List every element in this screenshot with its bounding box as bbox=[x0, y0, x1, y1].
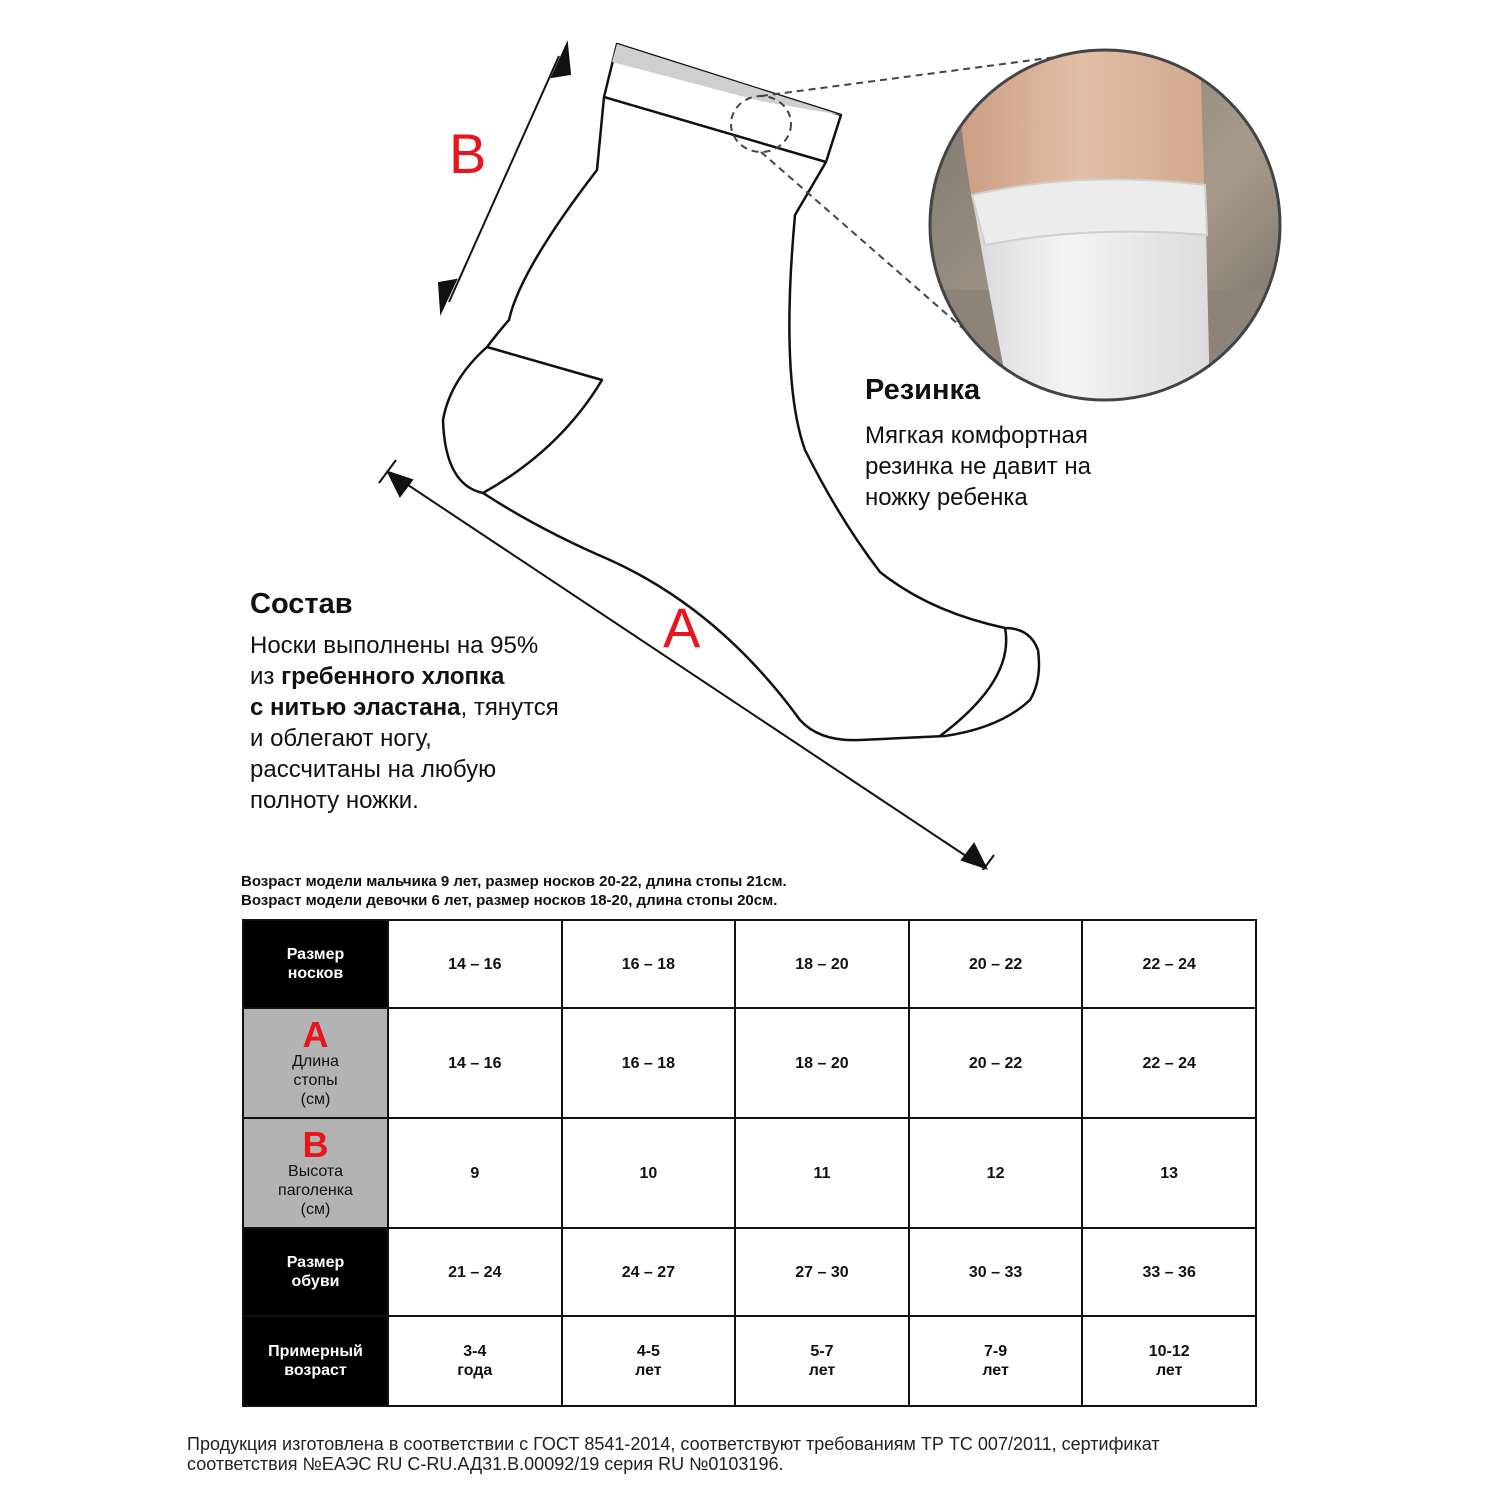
composition-description bbox=[250, 630, 559, 816]
dimension-b-letter: B bbox=[449, 122, 487, 185]
table-cell: 10 bbox=[562, 1118, 736, 1228]
model-note-boy: Возраст модели мальчика 9 лет, размер носков 20-22, длина стопы 21см. bbox=[241, 873, 787, 890]
size-table bbox=[242, 919, 1257, 1407]
table-row bbox=[243, 1118, 1256, 1228]
row-header bbox=[243, 1316, 388, 1406]
dimension-a-letter: A bbox=[663, 596, 701, 659]
table-row bbox=[243, 1316, 1256, 1406]
row-header-label: Высота паголенка (см) bbox=[278, 1162, 353, 1218]
table-cell: 3-4 года bbox=[388, 1316, 562, 1406]
table-cell: 16 – 18 bbox=[562, 1008, 736, 1118]
table-cell: 16 – 18 bbox=[562, 920, 736, 1008]
table-cell: 5-7 лет bbox=[735, 1316, 909, 1406]
table-cell: 7-9 лет bbox=[909, 1316, 1083, 1406]
table-cell: 14 – 16 bbox=[388, 1008, 562, 1118]
row-header-label: Размер носков bbox=[286, 946, 345, 982]
sock-toe-line bbox=[940, 628, 1006, 736]
composition-line: Носки выполнены на 95% bbox=[250, 632, 539, 659]
table-cell: 22 – 24 bbox=[1082, 920, 1256, 1008]
table-cell: 4-5 лет bbox=[562, 1316, 736, 1406]
composition-line: с нитью эластана, тянутся bbox=[250, 694, 559, 721]
table-cell: 14 – 16 bbox=[388, 920, 562, 1008]
table-cell: 27 – 30 bbox=[735, 1228, 909, 1316]
table-cell: 20 – 22 bbox=[909, 920, 1083, 1008]
table-cell: 13 bbox=[1082, 1118, 1256, 1228]
composition-line: и облегают ногу, bbox=[250, 725, 432, 752]
table-cell: 24 – 27 bbox=[562, 1228, 736, 1316]
cuff-description bbox=[865, 420, 1091, 513]
cuff-line: ножку ребенка bbox=[865, 484, 1028, 511]
model-note-girl: Возраст модели девочки 6 лет, размер носков 18-20, длина стопы 20см. bbox=[241, 892, 778, 909]
certification-footer: Продукция изготовлена в соответствии с ГОСТ 8541-2014, соответствуют требованиям ТР ТС 007/2011, сертификат соответствия №ЕАЭС RU C-RU.АД31.В.00092/19 серия RU №0103196. bbox=[187, 1434, 1160, 1474]
table-cell: 18 – 20 bbox=[735, 1008, 909, 1118]
cuff-line: Мягкая комфортная bbox=[865, 422, 1088, 449]
cuff-line: резинка не давит на bbox=[865, 453, 1091, 480]
sock-heel-line bbox=[483, 347, 602, 493]
table-cell: 12 bbox=[909, 1118, 1083, 1228]
composition-line: рассчитаны на любую bbox=[250, 756, 497, 783]
row-header-label: Длина стопы (см) bbox=[292, 1052, 339, 1108]
table-row bbox=[243, 920, 1256, 1008]
table-cell: 18 – 20 bbox=[735, 920, 909, 1008]
table-cell: 10-12 лет bbox=[1082, 1316, 1256, 1406]
table-row bbox=[243, 1008, 1256, 1118]
table-cell: 9 bbox=[388, 1118, 562, 1228]
table-cell: 11 bbox=[735, 1118, 909, 1228]
row-header bbox=[243, 1008, 388, 1118]
cuff-title: Резинка bbox=[865, 374, 981, 406]
table-cell: 22 – 24 bbox=[1082, 1008, 1256, 1118]
row-header-letter: A bbox=[302, 1013, 329, 1055]
composition-title: Состав bbox=[250, 588, 353, 620]
table-cell: 20 – 22 bbox=[909, 1008, 1083, 1118]
row-header-label: Размер обуви bbox=[286, 1254, 345, 1290]
row-header-letter: B bbox=[302, 1123, 329, 1165]
table-cell: 30 – 33 bbox=[909, 1228, 1083, 1316]
cuff-photo bbox=[930, 50, 1280, 400]
table-cell: 21 – 24 bbox=[388, 1228, 562, 1316]
row-header bbox=[243, 1118, 388, 1228]
table-cell: 33 – 36 bbox=[1082, 1228, 1256, 1316]
composition-line: из гребенного хлопка bbox=[250, 663, 505, 690]
row-header bbox=[243, 920, 388, 1008]
row-header bbox=[243, 1228, 388, 1316]
table-row bbox=[243, 1228, 1256, 1316]
row-header-label: Примерный возраст bbox=[268, 1343, 363, 1379]
composition-line: полноту ножки. bbox=[250, 787, 419, 814]
